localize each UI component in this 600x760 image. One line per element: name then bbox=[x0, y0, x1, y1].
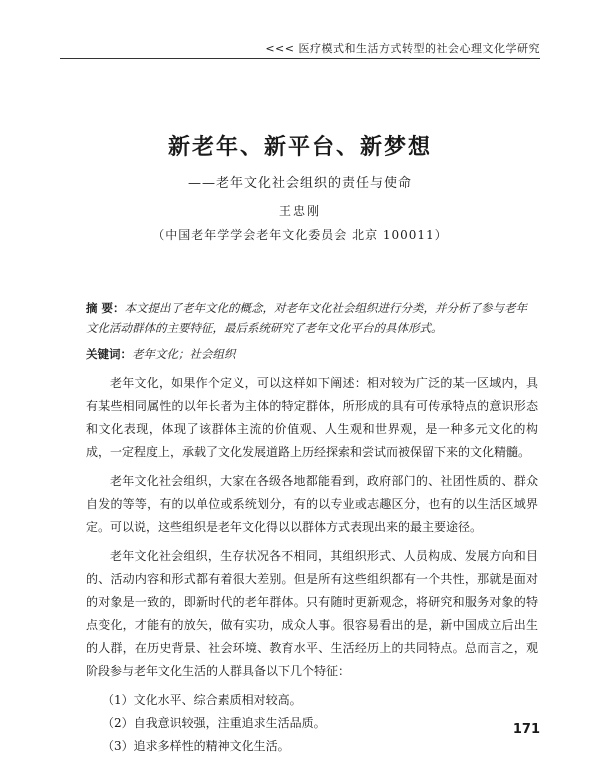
author-name: 王忠刚 bbox=[278, 204, 321, 218]
feature-list bbox=[86, 689, 538, 758]
running-head: <<< 医疗模式和生活方式转型的社会心理文化学研究 bbox=[265, 42, 540, 55]
keywords-label: 关键词： bbox=[86, 347, 132, 361]
paragraph: 老年文化社会组织，大家在各级各地都能看到，政府部门的、社团性质的、群众自发的等等，有的以单位或系统划分，有的以专业或志趣区分，也有的以生活区域界定。可以说，这些组织是老年文化得以以群体方式表现出来的最主要途径。 bbox=[86, 474, 538, 534]
abstract-label: 摘 要： bbox=[86, 301, 125, 315]
article-title: 新老年、新平台、新梦想 bbox=[167, 134, 432, 160]
paragraph: 老年文化社会组织，生存状况各不相同，其组织形式、人员构成、发展方向和目的、活动内容和形式都有着很大差别。但是所有这些组织都有一个共性，那就是面对的对象是一致的，即新时代的老年群体。只有随时更新观念，将研究和服务对象的特点变化，才能有的放矢，做有实功，成众人事。很容易看出的是，新中国成立后出生的人群，在历史背景、社会环境、教育水平、生活经历上的共同特点。总而言之，观阶段参与老年文化生活的人群具备以下几个特征： bbox=[86, 549, 538, 678]
abstract-text: 本文提出了老年文化的概念，对老年文化社会组织进行分类，并分析了参与老年文化活动群体的主要特征，最后系统研究了老年文化平台的具体形式。 bbox=[86, 301, 528, 335]
article-subtitle: ——老年文化社会组织的责任与使命 bbox=[187, 176, 412, 191]
list-item: （2）自我意识较强，注重追求生活品质。 bbox=[102, 716, 326, 730]
keywords bbox=[86, 344, 538, 364]
list-item: （1）文化水平、综合素质相对较高。 bbox=[102, 693, 302, 707]
paragraph: 老年文化，如果作个定义，可以这样如下阐述：相对较为广泛的某一区域内，具有某些相同属性的以年长者为主体的特定群体，所形成的具有可传承特点的意识形态和文化表现，体现了该群体主流的价值观、人生观和世界观，是一种多元文化的构成，一定程度上，承载了文化发展道路上历经探索和尝试而被保留下来的文化精髓。 bbox=[86, 376, 538, 459]
page-number: 171 bbox=[512, 722, 540, 737]
list-item: （3）追求多样性的精神文化生活。 bbox=[102, 739, 290, 753]
author-affiliation: （中国老年学学会老年文化委员会 北京 100011） bbox=[152, 228, 448, 242]
abstract bbox=[86, 298, 538, 338]
header-rule bbox=[60, 58, 540, 59]
keywords-text: 老年文化；社会组织 bbox=[132, 347, 236, 361]
body-text bbox=[86, 372, 538, 758]
